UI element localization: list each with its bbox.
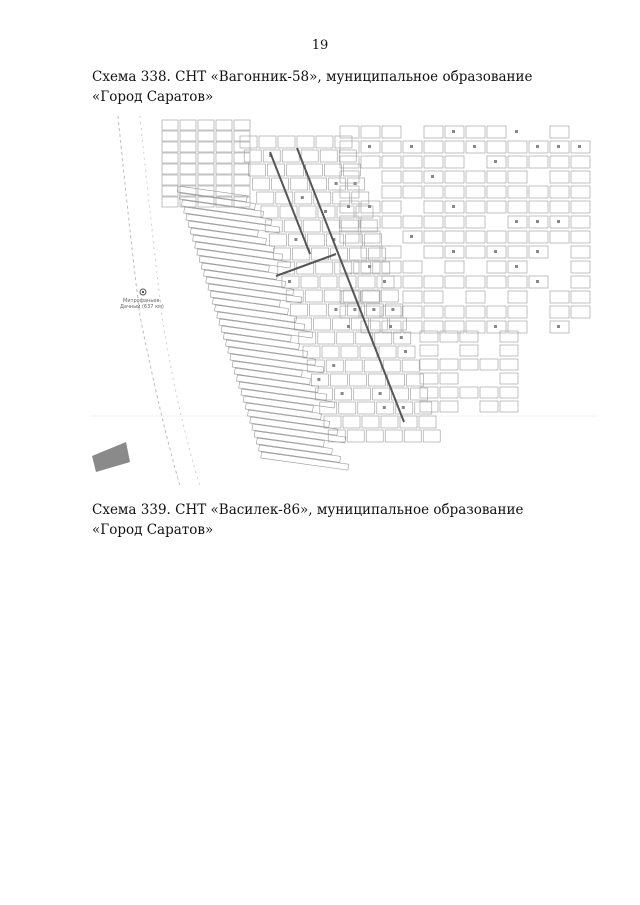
parcel (217, 312, 305, 330)
parcel (375, 332, 392, 344)
parcel (314, 318, 331, 330)
parcel (361, 156, 380, 168)
parcel (445, 261, 464, 273)
parcel (248, 164, 265, 176)
parcel (361, 291, 380, 303)
parcel (360, 220, 377, 232)
parcel (420, 387, 438, 398)
parcel (343, 416, 360, 428)
parcel (198, 175, 214, 185)
building-dot (536, 220, 539, 223)
parcel (299, 332, 316, 344)
parcel (382, 201, 401, 213)
parcel (403, 171, 422, 183)
building-dot (341, 392, 344, 395)
parcel (239, 382, 327, 400)
parcel (180, 131, 196, 141)
parcel (440, 401, 458, 412)
building-dot (557, 220, 560, 223)
parcel (333, 318, 350, 330)
station-marker (140, 289, 146, 295)
parcel (500, 331, 518, 342)
parcel (466, 216, 485, 228)
dark-building (92, 442, 130, 472)
parcel (440, 359, 458, 370)
parcel (216, 186, 232, 196)
building-dot (473, 145, 476, 148)
parcel (162, 131, 178, 141)
parcel (420, 373, 438, 384)
parcel (571, 231, 590, 243)
parcel (354, 388, 371, 400)
parcel (303, 220, 320, 232)
parcel (186, 214, 280, 233)
parcel (216, 175, 232, 185)
building-dot (335, 182, 338, 185)
parcel (362, 290, 379, 302)
parcel (404, 430, 421, 442)
parcel (480, 401, 498, 412)
parcel (508, 171, 527, 183)
building-dot (353, 308, 356, 311)
parcel (424, 231, 443, 243)
parcel (466, 201, 485, 213)
parcel (230, 354, 324, 373)
parcel (403, 291, 422, 303)
building-dot (536, 145, 539, 148)
parcel (253, 178, 270, 190)
parcel (208, 284, 302, 303)
parcel (197, 249, 291, 268)
parcel (330, 374, 347, 386)
parcel (480, 359, 498, 370)
parcel (419, 416, 436, 428)
parcel (241, 389, 335, 408)
parcel (343, 164, 360, 176)
parcel (252, 424, 346, 443)
parcel (424, 291, 443, 303)
parcel (424, 276, 443, 288)
parcel (466, 246, 485, 258)
building-dot (324, 210, 327, 213)
parcel (316, 136, 333, 148)
parcel (347, 430, 364, 442)
parcel (162, 186, 178, 196)
parcel (316, 262, 333, 274)
parcel (420, 331, 438, 342)
parcel (508, 231, 527, 243)
parcel (571, 156, 590, 168)
building-dot (402, 406, 405, 409)
station-label-line2: Дачный (637 км) (120, 304, 164, 310)
parcel (259, 445, 341, 462)
parcel (269, 234, 286, 246)
parcel (343, 290, 360, 302)
building-dot (452, 250, 455, 253)
parcel (234, 197, 250, 207)
parcel (381, 416, 398, 428)
parcel (571, 261, 590, 273)
parcel (424, 201, 443, 213)
parcel (403, 156, 422, 168)
parcel (234, 175, 250, 185)
parcel (571, 246, 590, 258)
scheme-338-map (90, 116, 596, 486)
parcel (508, 306, 527, 318)
parcel (358, 276, 375, 288)
building-dot (347, 325, 350, 328)
parcel (403, 216, 422, 228)
parcel (460, 331, 478, 342)
parcel (508, 201, 527, 213)
parcel (297, 136, 314, 148)
building-dot (383, 280, 386, 283)
parcel (508, 246, 527, 258)
building-dot (317, 378, 320, 381)
parcel (198, 120, 214, 130)
station-label-line1: Митрофаньев- (123, 298, 162, 304)
parcel (162, 153, 178, 163)
parcel (180, 153, 196, 163)
parcel (278, 136, 295, 148)
parcel (466, 231, 485, 243)
parcel (320, 276, 337, 288)
parcel (487, 261, 506, 273)
parcel (366, 430, 383, 442)
parcel (460, 345, 478, 356)
parcel (198, 142, 214, 152)
parcel (508, 156, 527, 168)
parcel (500, 401, 518, 412)
parcel (361, 231, 380, 243)
parcel (466, 171, 485, 183)
building-dot (536, 280, 539, 283)
parcel-grid (162, 120, 590, 470)
building-dot (578, 145, 581, 148)
parcel (198, 164, 214, 174)
parcel (571, 186, 590, 198)
building-dot (301, 196, 304, 199)
parcel (340, 171, 359, 183)
parcel (445, 156, 464, 168)
parcel (301, 276, 318, 288)
parcel (445, 186, 464, 198)
building-dot (383, 406, 386, 409)
parcel (162, 164, 178, 174)
parcel (339, 402, 356, 414)
parcel (324, 290, 341, 302)
parcel (402, 360, 419, 372)
parcel (487, 201, 506, 213)
parcel (341, 346, 358, 358)
scheme-338-caption: Схема 338. СНТ «Вагонник-58», муниципальное образование «Город Саратов» (92, 69, 533, 105)
parcel (286, 164, 303, 176)
building-dot (288, 280, 291, 283)
parcel (571, 306, 590, 318)
parcel (390, 318, 407, 330)
parcel (383, 360, 400, 372)
parcel (216, 153, 232, 163)
parcel (424, 246, 443, 258)
parcel (368, 374, 385, 386)
parcel (337, 332, 354, 344)
parcel (550, 231, 569, 243)
parcel (307, 234, 324, 246)
parcel (460, 387, 478, 398)
parcel (529, 201, 548, 213)
building-dot (354, 182, 357, 185)
parcel (293, 248, 310, 260)
parcel (423, 430, 440, 442)
parcel (420, 401, 438, 412)
parcel (361, 126, 380, 138)
parcel (180, 164, 196, 174)
parcel (349, 374, 366, 386)
parcel (460, 359, 478, 370)
parcel (571, 291, 590, 303)
parcel (550, 186, 569, 198)
parcel (487, 171, 506, 183)
parcel (382, 186, 401, 198)
parcel (508, 141, 527, 153)
building-dot (368, 145, 371, 148)
parcel (318, 332, 335, 344)
parcel (550, 306, 569, 318)
parcel (216, 131, 232, 141)
parcel (180, 142, 196, 152)
parcel (403, 186, 422, 198)
building-dot (515, 130, 518, 133)
parcel (290, 304, 307, 316)
parcel (216, 120, 232, 130)
parcel (382, 141, 401, 153)
parcel (424, 216, 443, 228)
building-dot (347, 205, 350, 208)
parcel (500, 387, 518, 398)
map-canvas (90, 116, 596, 486)
parcel (309, 304, 326, 316)
parcel (162, 175, 178, 185)
building-dot (557, 325, 560, 328)
parcel (424, 306, 443, 318)
parcel (257, 192, 274, 204)
parcel (379, 346, 396, 358)
building-dot (494, 250, 497, 253)
parcel (184, 207, 272, 225)
parcel (487, 126, 506, 138)
parcel (234, 120, 250, 130)
parcel (299, 206, 316, 218)
parcel (508, 276, 527, 288)
parcel (301, 150, 318, 162)
parcel (340, 231, 359, 243)
parcel (440, 373, 458, 384)
parcel (550, 291, 569, 303)
parcel (571, 216, 590, 228)
building-dot (557, 145, 560, 148)
parcel (500, 373, 518, 384)
parcel (381, 290, 398, 302)
parcel (228, 347, 316, 365)
parcel (445, 216, 464, 228)
parcel (500, 345, 518, 356)
building-dot (452, 130, 455, 133)
parcel (320, 150, 337, 162)
parcel (550, 156, 569, 168)
parcel (250, 417, 338, 435)
parcel (198, 153, 214, 163)
parcel (466, 306, 485, 318)
parcel (382, 126, 401, 138)
parcel (403, 321, 422, 333)
parcel (550, 126, 569, 138)
parcel (373, 262, 390, 274)
scheme-339-caption: Схема 339. СНТ «Василек-86», муниципальное образование «Город Саратов» (92, 502, 524, 538)
parcel (291, 178, 308, 190)
parcel (303, 346, 320, 358)
parcel (234, 142, 250, 152)
building-dot (515, 265, 518, 268)
parcel (282, 150, 299, 162)
parcel (371, 318, 388, 330)
building-dot (431, 175, 434, 178)
parcel (487, 231, 506, 243)
parcel (385, 430, 402, 442)
parcel (403, 261, 422, 273)
parcel (198, 131, 214, 141)
page-number: 19 (311, 38, 329, 53)
parcel (508, 186, 527, 198)
parcel (445, 306, 464, 318)
parcel (234, 153, 250, 163)
parcel (180, 120, 196, 130)
building-dot (404, 350, 407, 353)
parcel (216, 164, 232, 174)
parcel (424, 141, 443, 153)
parcel (424, 156, 443, 168)
parcel (487, 141, 506, 153)
building-dot (334, 308, 337, 311)
parcel (550, 171, 569, 183)
parcel (162, 120, 178, 130)
building-dot (494, 325, 497, 328)
building-dot (391, 308, 394, 311)
parcel (206, 277, 294, 295)
building-dot (379, 392, 382, 395)
parcel (487, 186, 506, 198)
building-dot (452, 205, 455, 208)
parcel (382, 216, 401, 228)
parcel (382, 261, 401, 273)
parcel (571, 201, 590, 213)
parcel (341, 220, 358, 232)
parcel (480, 387, 498, 398)
building-dot (372, 308, 375, 311)
building-dot (389, 325, 392, 328)
parcel (445, 276, 464, 288)
building-dot (332, 364, 335, 367)
building-dot (368, 265, 371, 268)
parcel (445, 141, 464, 153)
parcel (324, 164, 341, 176)
parcel (529, 156, 548, 168)
parcel (424, 186, 443, 198)
parcel (364, 360, 381, 372)
parcel (466, 291, 485, 303)
parcel (440, 387, 458, 398)
parcel (259, 136, 276, 148)
parcel (508, 291, 527, 303)
parcel (322, 346, 339, 358)
parcel (403, 276, 422, 288)
parcel (466, 126, 485, 138)
parcel (216, 142, 232, 152)
parcel (466, 276, 485, 288)
building-dot (410, 145, 413, 148)
building-dot (294, 238, 297, 241)
parcel (571, 276, 590, 288)
parcel (180, 175, 196, 185)
building-dot (400, 336, 403, 339)
parcel (345, 234, 362, 246)
building-dot (515, 220, 518, 223)
parcel (487, 306, 506, 318)
parcel (529, 186, 548, 198)
parcel (362, 416, 379, 428)
parcel (420, 359, 438, 370)
parcel (382, 156, 401, 168)
building-dot (494, 160, 497, 163)
parcel (261, 452, 349, 470)
parcel (345, 360, 362, 372)
building-dot (410, 235, 413, 238)
parcel (487, 276, 506, 288)
parcel (403, 306, 422, 318)
parcel (162, 142, 178, 152)
parcel (445, 231, 464, 243)
parcel (234, 164, 250, 174)
parcel (382, 171, 401, 183)
parcel (305, 290, 322, 302)
parcel (466, 186, 485, 198)
building-dot (536, 250, 539, 253)
parcel (364, 234, 381, 246)
parcel (445, 171, 464, 183)
parcel (550, 201, 569, 213)
parcel (571, 171, 590, 183)
parcel (529, 231, 548, 243)
parcel (358, 402, 375, 414)
parcel (324, 416, 341, 428)
building-dot (368, 205, 371, 208)
parcel (162, 197, 178, 207)
parcel (420, 345, 438, 356)
parcel (424, 126, 443, 138)
parcel (500, 359, 518, 370)
